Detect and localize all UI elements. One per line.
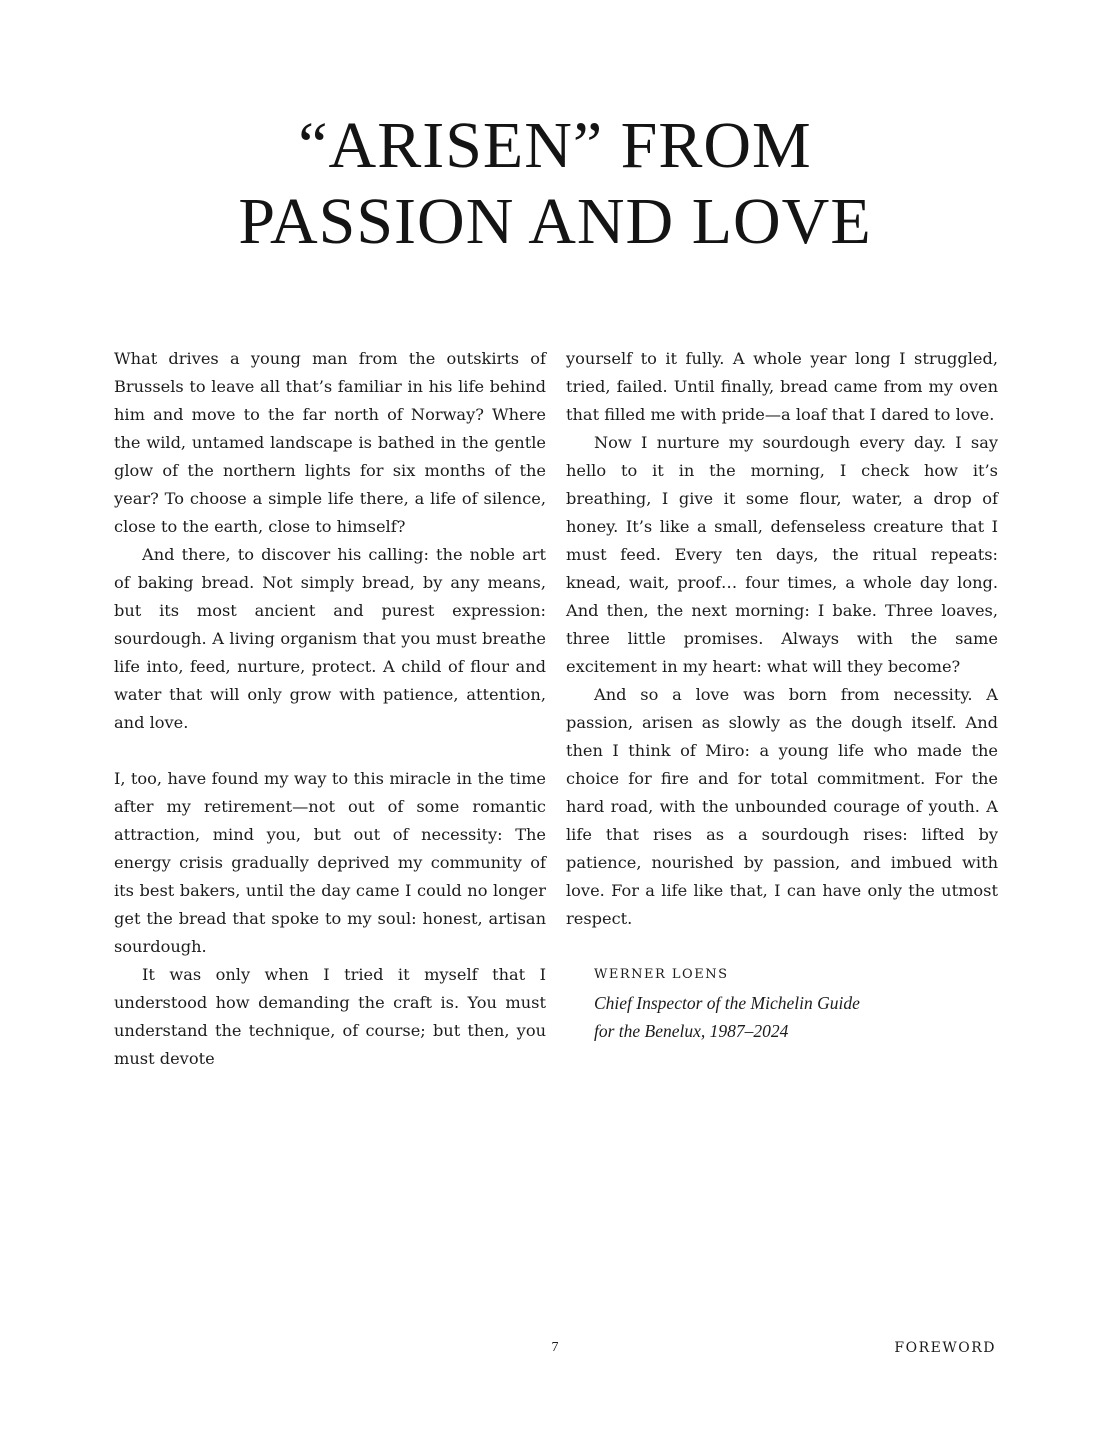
paragraph: What drives a young man from the outskirts of Brussels to leave all that’s familiar in his life behind him and move to the far north of Norway? Where the wild, untamed landscape is bathed in the gentle glow of the northern lights for six months of the year? To choose a simple life there, a life of silence, close to the earth, close to himself? bbox=[114, 349, 546, 536]
paragraph: And there, to discover his calling: the noble art of baking bread. Not simply bread, by any means, but its most ancient and purest expression: sourdough. A living organism that you must breathe life into, feed, nurture, protect. A child of flour and water that will only grow with patience, attention, and love. bbox=[114, 545, 546, 732]
paragraph: yourself to it fully. A whole year long I struggled, tried, failed. Until finally, bread came from my oven that filled me with pride—a loaf that I dared to love. bbox=[566, 349, 998, 424]
page-number: 7 bbox=[551, 1340, 559, 1355]
signature bbox=[566, 961, 998, 1045]
paragraph: I, too, have found my way to this miracle in the time after my retirement—not out of some romantic attraction, mind you, but out of necessity: The energy crisis gradually deprived my community of its best bakers, until the day came I could no longer get the bread that spoke to my soul: honest, artisan sourdough. bbox=[114, 769, 546, 956]
author-name: WERNER LOENS bbox=[594, 967, 729, 982]
title-line-1: “ARISEN” FROM bbox=[298, 109, 812, 182]
paragraph: It was only when I tried it myself that I understood how demanding the craft is. You must understand the technique, of course; but then, you must devote bbox=[114, 965, 546, 1068]
section-label: FOREWORD bbox=[894, 1340, 996, 1356]
author-role-line-1: Chief Inspector of the Michelin Guide bbox=[594, 993, 860, 1013]
right-column bbox=[566, 345, 998, 1045]
paragraph: And so a love was born from necessity. A passion, arisen as slowly as the dough itself. And then I think of Miro: a young life who made the choice for fire and for total commitment. For the hard road, with the unbounded courage of youth. A life that rises as a sourdough rises: lifted by patience, nourished by passion, and imbued with love. For a life like that, I can have only the utmost respect. bbox=[566, 685, 998, 928]
page-title bbox=[0, 108, 1110, 260]
author-role-line-2: for the Benelux, 1987–2024 bbox=[594, 1021, 789, 1041]
title-line-2: PASSION AND LOVE bbox=[238, 185, 872, 258]
paragraph: Now I nurture my sourdough every day. I say hello to it in the morning, I check how it’s breathing, I give it some flour, water, a drop of honey. It’s like a small, defenseless creature that I must feed. Every ten days, the ritual repeats: knead, wait, proof… four times, a whole day long. And then, the next morning: I bake. Three loaves, three little promises. Always with the same excitement in my heart: what will they become? bbox=[566, 433, 998, 676]
left-column bbox=[114, 345, 546, 1073]
